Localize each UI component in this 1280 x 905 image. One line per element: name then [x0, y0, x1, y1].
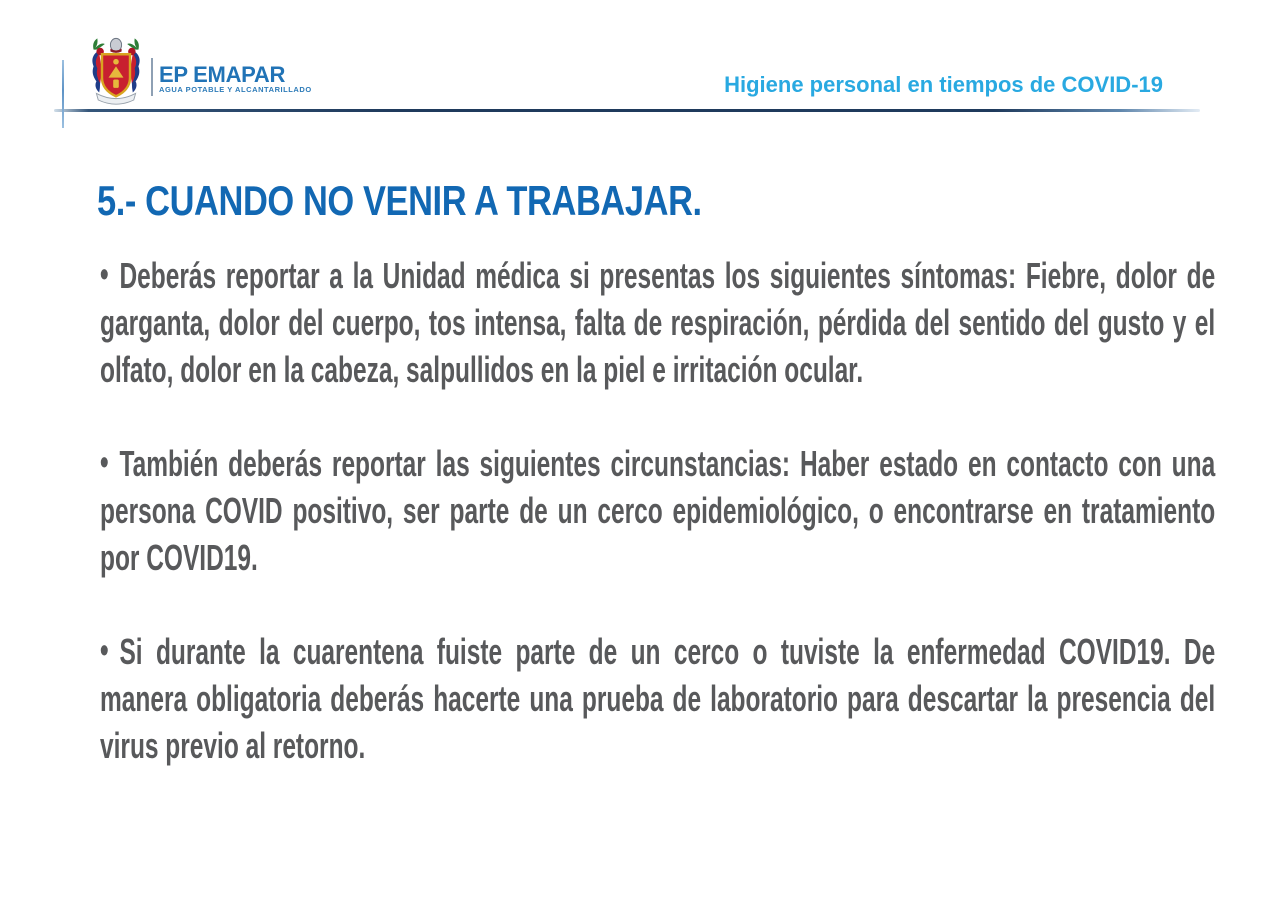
bullet-text: También deberás reportar las siguientes circunstancias: Haber estado en contacto con una persona COVID positivo, ser parte de un cerco epidemiológico, o encontrarse en tratamiento por COVID19. — [100, 443, 1216, 578]
bullet-dot-icon: • — [100, 253, 109, 294]
bullet-text: Deberás reportar a la Unidad médica si presentas los siguientes síntomas: Fiebre, dolor de garganta, dolor del cuerpo, tos intensa, falta de respiración, pérdida del sentido del gusto y el olfato, dolor en la cabeza, salpullidos en la piel e irritación ocular. — [100, 255, 1216, 390]
bullet-text: Si durante la cuarentena fuiste parte de un cerco o tuviste la enfermedad COVID19. De manera obligatoria deberás hacerte una prueba de laboratorio para descartar la presencia del virus previo al retorno. — [100, 631, 1216, 766]
logo-divider — [151, 58, 153, 96]
org-wordmark: EP EMAPAR — [159, 62, 286, 87]
laurel-right — [127, 38, 139, 49]
bullet-dot-icon: • — [100, 629, 109, 670]
emapar-crest-icon — [88, 36, 144, 108]
bullet-paragraph — [100, 252, 1215, 393]
slide-title: 5.- CUANDO NO VENIR A TRABAJAR. — [97, 177, 702, 225]
bullet-paragraph — [100, 440, 1215, 581]
helmet — [110, 38, 121, 51]
bullet-paragraph — [100, 628, 1215, 769]
bullet-dot-icon: • — [100, 441, 109, 482]
header-rule — [54, 109, 1200, 112]
laurel-left — [93, 38, 105, 49]
slide-body — [100, 252, 1215, 769]
accent-vline — [62, 60, 64, 128]
slide-topic: Higiene personal en tiempos de COVID-19 — [724, 72, 1163, 97]
org-tagline: AGUA POTABLE Y ALCANTARILLADO — [159, 85, 312, 94]
